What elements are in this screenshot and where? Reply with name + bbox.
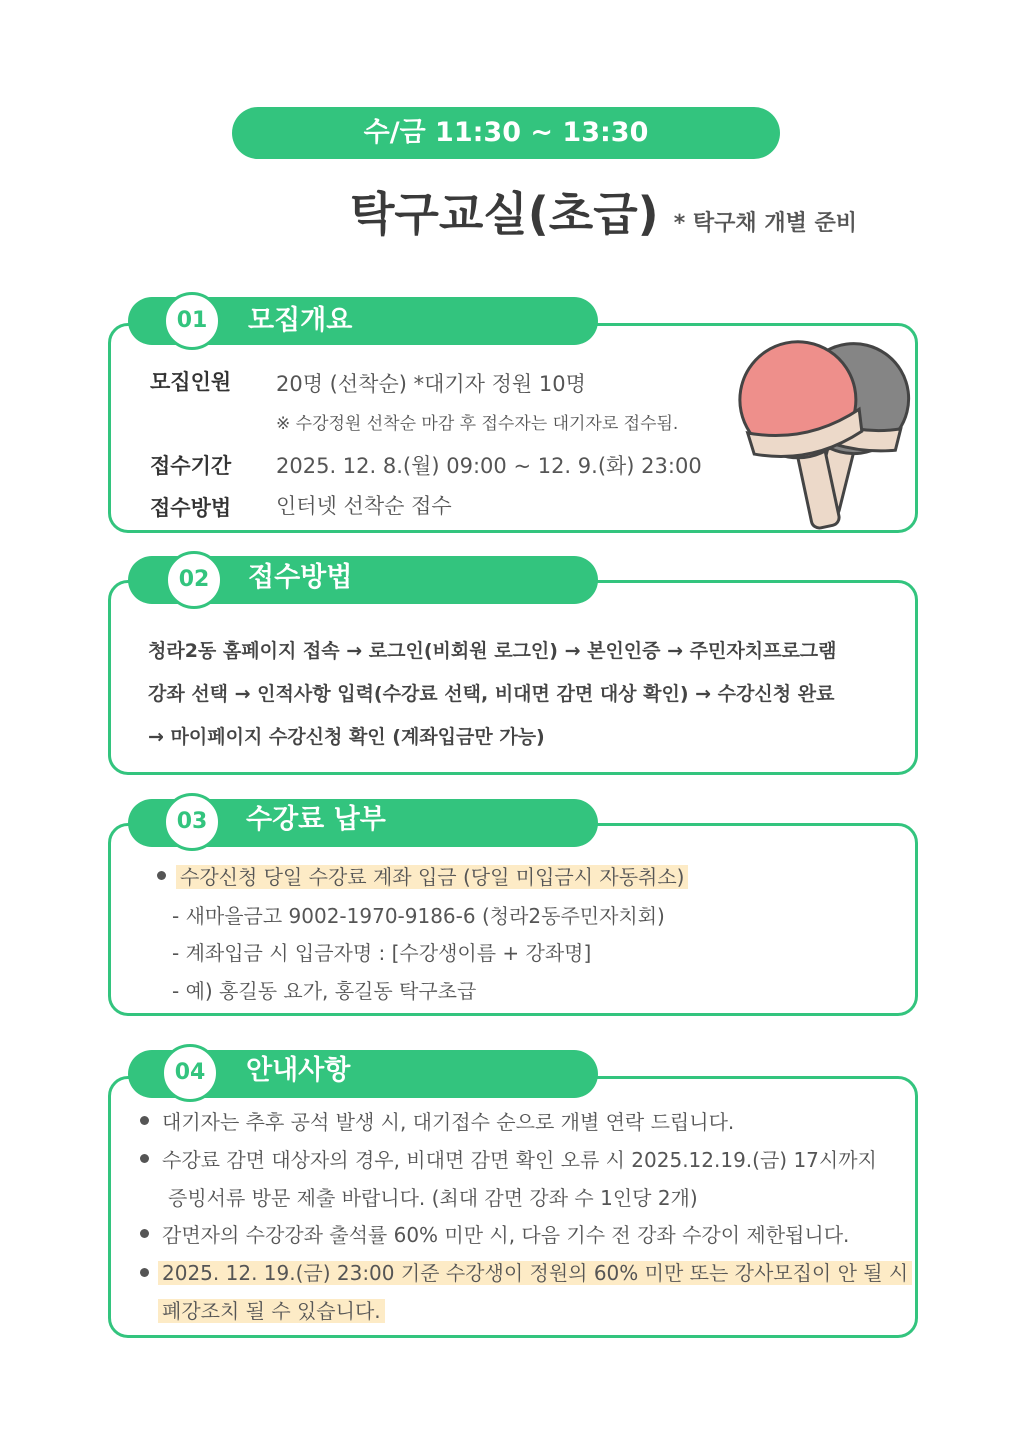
cancellation-highlight: 2025. 12. 19.(금) 23:00 기준 수강생이 정원의 60% 미만 또는 강사모집이 안 될 시 [158,1261,912,1285]
bullet-dot [140,1268,149,1277]
example-line: - 예) 홍길동 요가, 홍길동 탁구초급 [172,979,477,1003]
recruit-count-row [150,366,231,396]
section-title-04: 안내사항 [246,1055,351,1086]
method-value: 인터넷 선착순 접수 [276,494,452,518]
page-title: 탁구교실(초급) [350,187,659,241]
apply-step-line-1: 청라2동 홈페이지 접속 → 로그인(비회원 로그인) → 본인인증 → 주민자치프로그램 [148,640,837,662]
bullet-dot [157,871,166,880]
bank-account-line: - 새마을금고 9002-1970-9186-6 (청라2동주민자치회) [172,904,665,928]
notice-item-2: 수강료 감면 대상자의 경우, 비대면 감면 확인 오류 시 2025.12.19.(금) 17시까지 [162,1148,877,1172]
section-title-01: 모집개요 [248,305,353,336]
method-label: 접수방법 [150,496,232,520]
depositor-name-line: - 계좌입금 시 입금자명 : [수강생이름 + 강좌명] [172,941,592,965]
schedule-badge: 수/금 11:30 ~ 13:30 [232,107,780,159]
bullet-dot [140,1229,149,1238]
payment-highlight: 수강신청 당일 수강료 계좌 입금 (당일 미입금시 자동취소) [176,865,688,889]
notice-item-1: 대기자는 추후 공석 발생 시, 대기접수 순으로 개별 연락 드립니다. [162,1110,735,1134]
title-note: * 탁구채 개별 준비 [673,211,858,236]
section-number-01: 01 [163,292,221,350]
apply-step-line-2: 강좌 선택 → 인적사항 입력(수강료 선택, 비대면 감면 대상 확인) → 수강신청 완료 [148,683,835,705]
cancellation-highlight-cont: 폐강조치 될 수 있습니다. [158,1299,385,1323]
ping-pong-paddles-icon [738,340,918,530]
notice-item-3: 감면자의 수강강좌 출석률 60% 미만 시, 다음 기수 전 강좌 수강이 제한됩니다. [162,1223,850,1247]
recruit-count-value: 20명 (선착순) *대기자 정원 10명 [276,372,586,396]
apply-step-line-3: → 마이페이지 수강신청 확인 (계좌입금만 가능) [148,726,545,748]
period-value: 2025. 12. 8.(월) 09:00 ~ 12. 9.(화) 23:00 [276,454,702,478]
bullet-dot [140,1116,149,1125]
notice-item-4-cont [158,1295,385,1324]
notice-item-2-cont: 증빙서류 방문 제출 바랍니다. (최대 감면 강좌 수 1인당 2개) [168,1186,698,1210]
section-title-02: 접수방법 [248,562,353,593]
title-row [350,178,910,248]
bullet-dot [140,1154,149,1163]
payment-bullet [176,861,688,890]
section-number-02: 02 [165,551,223,609]
waitlist-note: ※ 수강정원 선착순 마감 후 접수자는 대기자로 접수됨. [276,414,679,434]
period-label: 접수기간 [150,454,232,478]
section-number-03: 03 [163,793,221,851]
recruit-count-label: 모집인원 [150,370,232,394]
section-title-03: 수강료 납부 [246,804,386,835]
section-number-04: 04 [161,1044,219,1102]
notice-item-4 [158,1257,912,1286]
